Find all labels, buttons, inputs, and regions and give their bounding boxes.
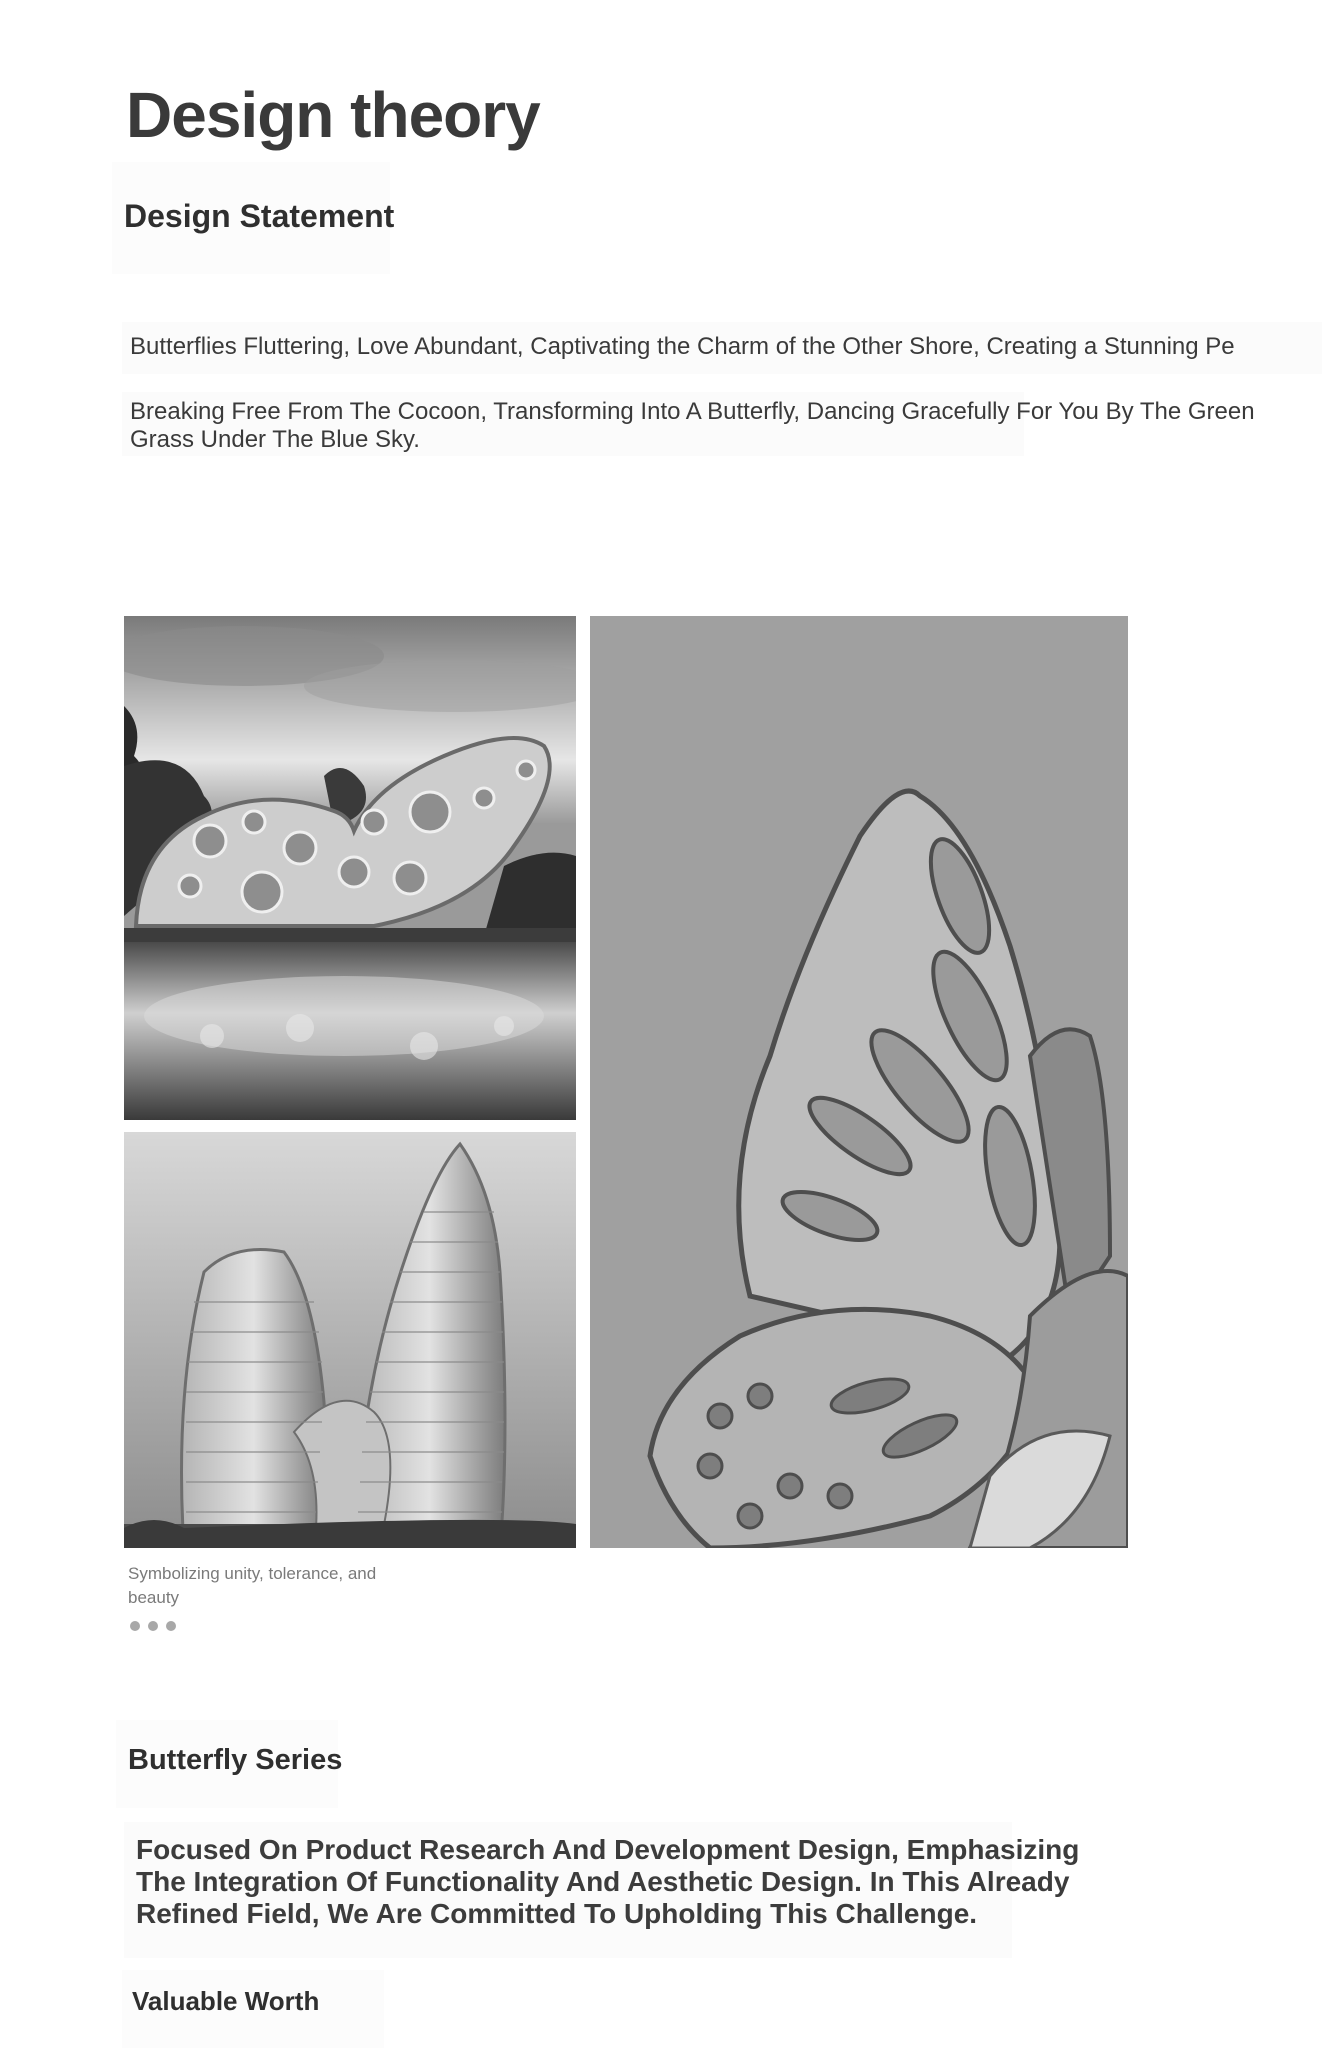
dot-icon bbox=[166, 1621, 176, 1631]
statement-line2: Breaking Free From The Cocoon, Transforming Into A Butterfly, Dancing Gracefully For You By The Green Grass Under The Blue Sky. bbox=[130, 398, 1255, 453]
dot-icon bbox=[130, 1621, 140, 1631]
statement-line1: Butterflies Fluttering, Love Abundant, Captivating the Charm of the Other Shore, Creating a Stunning Pe bbox=[130, 333, 1235, 360]
butterfly-pavilion-photo bbox=[124, 616, 576, 1120]
design-statement-heading: Design Statement bbox=[124, 198, 395, 234]
more-dots-indicator bbox=[130, 1618, 184, 1636]
butterfly-towers-photo bbox=[124, 1132, 576, 1548]
gallery-caption: Symbolizing unity, tolerance, and beauty bbox=[128, 1564, 377, 1607]
dot-icon bbox=[148, 1621, 158, 1631]
butterfly-series-heading: Butterfly Series bbox=[128, 1744, 343, 1776]
valuable-worth-heading: Valuable Worth bbox=[132, 1986, 320, 2016]
page-title: Design theory bbox=[126, 79, 540, 151]
butterfly-sculpture-photo bbox=[590, 616, 1128, 1548]
series-description: Focused On Product Research And Development Design, Emphasizing The Integration Of Functionality And Aesthetic Design. In This Already Refined Field, We Are Committed To Upholding This Challenge. bbox=[136, 1834, 1080, 1929]
